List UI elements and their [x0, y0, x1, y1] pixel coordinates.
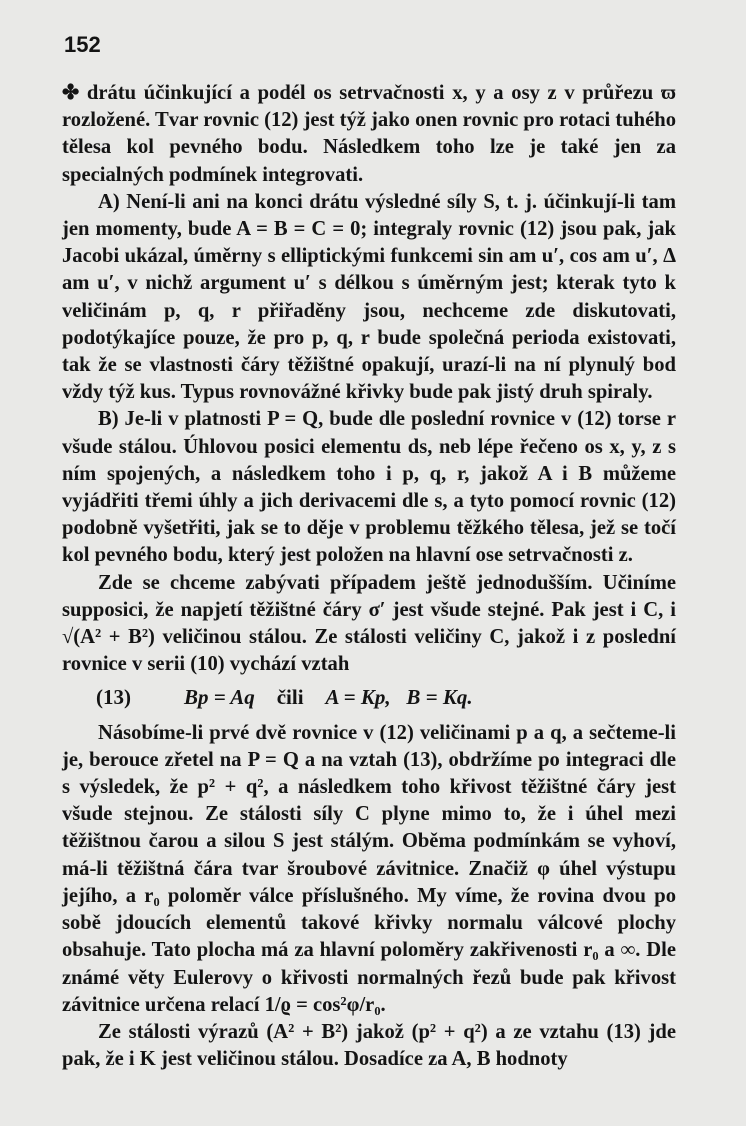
- page-number: 152: [64, 32, 101, 57]
- paragraph-5: Násobíme-li prvé dvě rovnice v (12) veličinami p a q, a sečteme-li je, berouce zřetel na P = Q a na vztah (13), obdržíme po integraci dle s výsledek, že p² + q², a následkem toho křivost těžištné čáry jest všude stejnou. Ze stálosti síly C plyne mimo to, že i úhel mezi těžištnou čarou a silou S jest stálým. Oběma podmínkám se vyhoví, má-li těžištná čára tvar šroubové závitnice. Značiž φ úhel výstupu jejího, a r₀ poloměr válce příslušného. My víme, že rovina dvou po sobě jdoucích elementů takové křivky normalu válcové plochy obsahuje. Tato plocha má za hlavní poloměry zakřivenosti r₀ a ∞. Dle známé věty Eulerovy o křivosti normalných řezů bude pak křivost závitnice určena relací 1/ϱ = cos²φ/r₀.: [62, 721, 676, 1016]
- equation-connector: čili: [276, 685, 304, 710]
- paragraph-3: B) Je-li v platnosti P = Q, bude dle poslední rovnice v (12) torse r všude stálou. Úhlovou posici elementu ds, neb lépe řečeno os x, y, z s ním spojených, a následkem toho i p, q, r, jakož A i B můžeme vyjádřiti třemi úhly a jich derivacemi dle s, a tyto pomocí rovnic (12) podobně vyšetřiti, jak se to děje v problemu těžkého tělesa, jež se točí kol pevného bodu, který jest položen na hlavní ose setrvačnosti z.: [62, 408, 676, 567]
- equation-left: Bp = Aq: [184, 685, 255, 710]
- paragraph-2: A) Není-li ani na konci drátu výsledné síly S, t. j. účinkují-li tam jen momenty, bude A = B = C = 0; integraly rovnic (12) jsou pak, jak Jacobi ukázal, úměrny s elliptickými funkcemi sin am u′, cos am u′, Δ am u′, v nichž argument u′ s délkou s úměrným jest; kterak tyto k veličinám p, q, r přiřaděny jsou, nechceme zde diskutovati, podotýkajíce pouze, že pro p, q, r bude společná perioda existovati, tak že se vlastnosti čáry těžištné opakují, urazí-li na ní plynulý bod vždy týž kus. Typus rovnovážné křivky bude pak jistý druh spiraly.: [62, 190, 676, 404]
- equation-right: A = Kp, B = Kq.: [325, 685, 473, 710]
- equation-number: (13): [96, 685, 131, 710]
- body-text: [62, 80, 676, 1073]
- equation-body: [184, 684, 473, 711]
- paragraph-1: ✤ drátu účinkující a podél os setrvačnosti x, y a osy z v průřezu ϖ rozložené. Tvar rovnic (12) jest týž jako onen rovnic pro rotaci tuhého tělesa kol pevného bodu. Následkem toho lze je také jen za specialných podmínek integrovati.: [62, 82, 676, 186]
- equation-13: [96, 684, 676, 711]
- paragraph-4: Zde se chceme zabývati případem ještě jednodušším. Učiníme supposici, že napjetí těžištné čáry σ′ jest všude stejné. Pak jest i C, i √(A² + B²) veličinou stálou. Ze stálosti veličiny C, jakož i z poslední rovnice v serii (10) vychází vztah: [62, 571, 676, 676]
- paragraph-6: Ze stálosti výrazů (A² + B²) jakož (p² + q²) a ze vztahu (13) jde pak, že i K jest veličinou stálou. Dosadíce za A, B hodnoty: [62, 1020, 676, 1071]
